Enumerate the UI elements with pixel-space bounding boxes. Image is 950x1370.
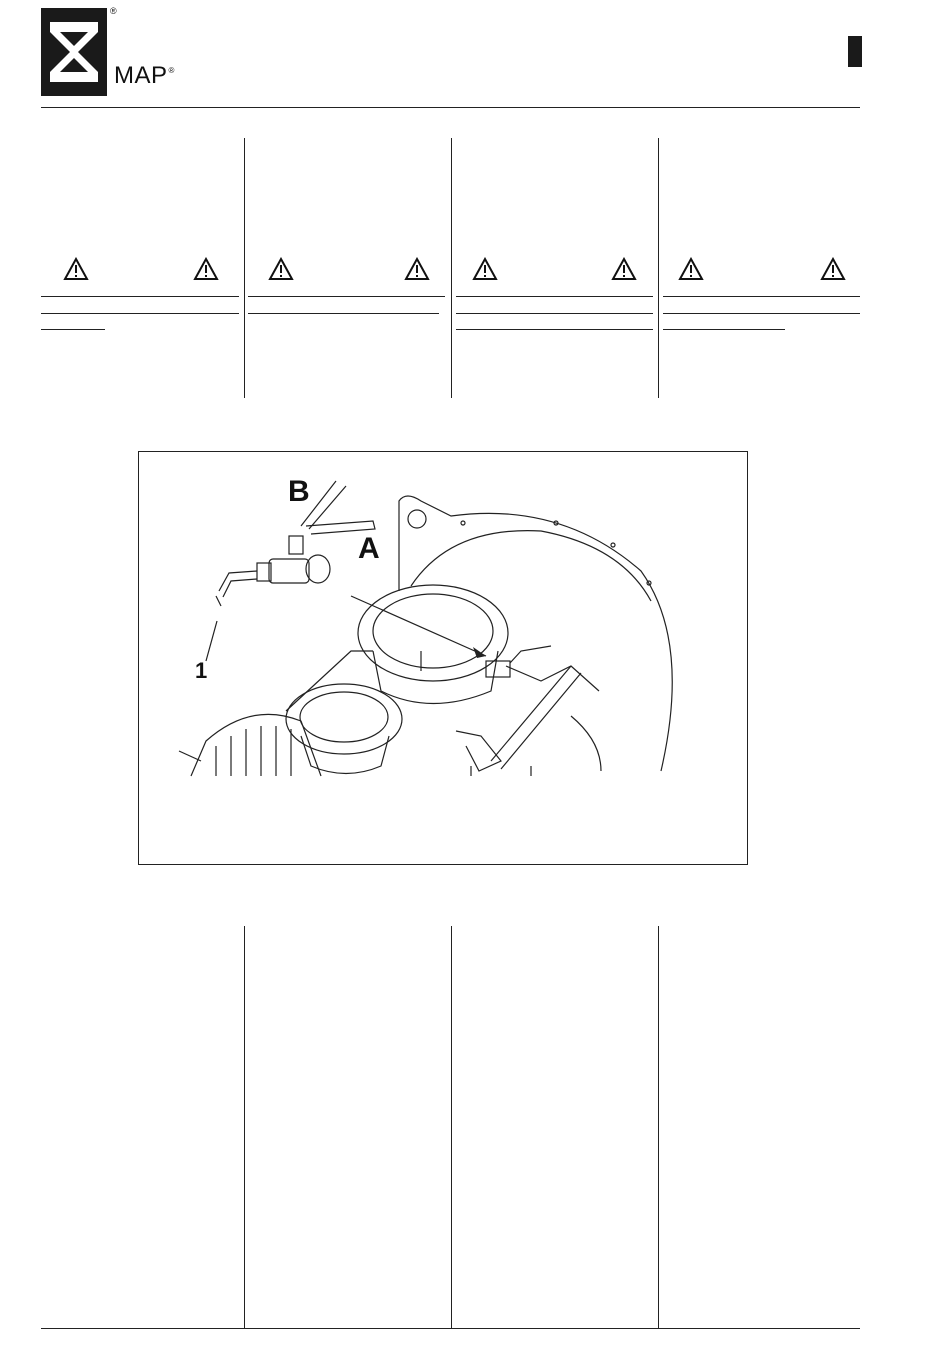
- warning-triangle-icon: [820, 257, 846, 281]
- column-divider: [244, 138, 245, 398]
- warning-triangle-icon: [678, 257, 704, 281]
- column-divider: [451, 926, 452, 1328]
- header-rule: [41, 107, 860, 108]
- pump-valve-illustration: [139, 452, 747, 864]
- footer-rule: [41, 1328, 860, 1329]
- warning-rule: [663, 313, 860, 314]
- figure-label-b: B: [288, 475, 310, 508]
- map-logo-icon: [41, 8, 107, 96]
- column-divider: [451, 138, 452, 398]
- warning-rule: [41, 329, 105, 330]
- figure-frame: [138, 451, 748, 865]
- warning-rule: [456, 329, 653, 330]
- brand-text: MAP: [114, 62, 168, 89]
- figure-label-1: 1: [195, 658, 208, 683]
- column-divider: [658, 926, 659, 1328]
- warning-rule: [248, 313, 439, 314]
- registered-mark: ®: [110, 6, 117, 16]
- warning-rule: [456, 313, 653, 314]
- column-divider: [244, 926, 245, 1328]
- warning-rule: [663, 329, 785, 330]
- section-tab-marker: [848, 36, 862, 67]
- warning-rule: [663, 296, 860, 297]
- warning-rule: [456, 296, 653, 297]
- warning-triangle-icon: [193, 257, 219, 281]
- warning-triangle-icon: [611, 257, 637, 281]
- brand-registered-mark: ®: [168, 66, 175, 75]
- warning-triangle-icon: [472, 257, 498, 281]
- warning-rule: [41, 313, 239, 314]
- warning-triangle-icon: [63, 257, 89, 281]
- warning-rule: [248, 296, 445, 297]
- column-divider: [658, 138, 659, 398]
- warning-rule: [41, 296, 239, 297]
- warning-triangle-icon: [268, 257, 294, 281]
- warning-triangle-icon: [404, 257, 430, 281]
- brand-name: [114, 62, 175, 90]
- figure-label-a: A: [358, 532, 380, 565]
